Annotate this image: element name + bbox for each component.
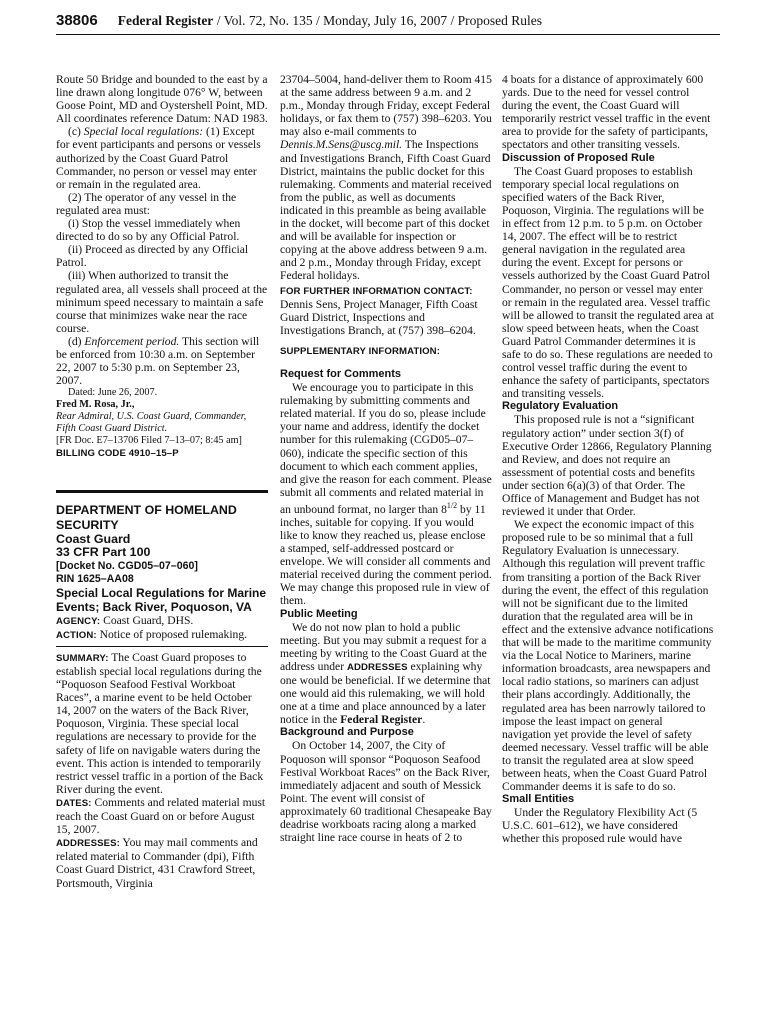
fraction: 1/2 — [446, 500, 458, 510]
bold-run: Federal Register — [340, 713, 423, 727]
running-head — [118, 13, 720, 29]
paragraph: On October 14, 2007, the City of Poquoson will sponsor “Poquoson Seafood Festival Workboat Races” on the Back River, immediately adjacent and south of Messick Point. The event will consist of approximately 60 traditional Chesapeake Bay deadrise workboats racing along a marked straight line race course in heats of 2 to — [280, 739, 492, 845]
section-heading: Background and Purpose — [280, 726, 414, 739]
field-label: ADDRESSES: — [56, 838, 120, 850]
paragraph: 4 boats for a distance of approximately 600 yards. Due to the need for vessel control during the event, the Coast Guard will temporarily restrict vessel traffic in the event area to provide for the safety of participants, spectators and other transiting vessels. — [502, 73, 711, 152]
rin-number: RIN 1625–AA08 — [56, 572, 134, 585]
agency-title: Coast Guard — [56, 532, 131, 547]
text-run: The Inspections and Investigations Branch, Fifth Coast Guard District, maintains the public docket for this rulemaking. Comments and material received from the public, as well as documents indicated in this preamble as being available in the docket, will become part of this docket and will be available for inspection or copying at the above address between 9 a.m. and 2 p.m., Monday through Friday, except Federal holidays. — [280, 138, 492, 283]
text-run: We encourage you to participate in this rulemaking by submitting comments and related material. If you do so, please include your name and address, identify the docket number for this rulemaking (CGD05–07–060), indicate the specific section of this document to which each comment applies, and give the reason for each comment. Please submit all comments and related material in an unbound format, no larger than 8 — [280, 381, 492, 516]
paragraph: (i) Stop the vessel immediately when directed to do so by any Official Patrol. — [56, 217, 241, 244]
paragraph: We expect the economic impact of this proposed rule to be so minimal that a full Regulatory Evaluation is unnecessary. Although this regulation will prevent traffic from transiting a portion of the Back River during the event, the effect of this regulation will not be significant due to the limited duration that the regulated area will be in effect and the extensive advance notifications that will be made to the maritime community via the Local Notice to Mariners, marine information broadcasts, area newspapers and local radio stations, so mariners can adjust their plans accordingly. Additionally, the regulated area has been narrowly tailored to impose the least impact on general navigation yet provide the level of safety deemed necessary. Vessel traffic will be able to transit the regulated area at slow speed between heats, when the Coast Guard Patrol Commander deems it is safe to do so. — [502, 518, 714, 794]
paragraph — [56, 335, 268, 387]
summary-paragraph — [56, 651, 268, 796]
document-title: Special Local Regulations for Marine Events; Back River, Poquoson, VA — [56, 585, 267, 614]
field-label: ACTION: — [56, 629, 97, 641]
section-heading: Discussion of Proposed Rule — [502, 151, 655, 164]
cfr-part: 33 CFR Part 100 — [56, 545, 151, 560]
section-heading: Public Meeting — [280, 607, 358, 620]
signer-title — [56, 411, 268, 435]
field-label: DATES: — [56, 797, 92, 809]
journal-name: Federal Register — [117, 13, 214, 28]
volume-info: / Vol. 72, No. 135 / Monday, July 16, 2007 / Proposed Rules — [213, 13, 542, 28]
supplementary-label: SUPPLEMENTARY INFORMATION: — [280, 345, 441, 357]
field-label: AGENCY: — [56, 615, 101, 627]
paragraph: Route 50 Bridge and bounded to the east by a line drawn along longitude 076° W, between Goose Point, MD and Oystershell Point, MD. All coordinates reference Datum: NAD 1983. — [56, 73, 268, 126]
agency-line — [56, 614, 268, 628]
field-value: Coast Guard, DHS. — [100, 613, 194, 627]
text-run: 23704–5004, hand-deliver them to Room 415 at the same address between 9 a.m. and 2 p.m., Monday through Friday, except Federal holidays, or fax them to (757) 398–6203. You may also e-mail comments to — [280, 73, 492, 139]
billing-code: BILLING CODE 4910–15–P — [56, 448, 179, 460]
column-left — [56, 73, 268, 890]
contact-paragraph: Dennis Sens, Project Manager, Fifth Coast Guard District, Inspections and Investigations Branch, at (757) 398–6204. — [280, 297, 478, 337]
dates-paragraph — [56, 796, 268, 836]
paragraph: (2) The operator of any vessel in the regulated area must: — [56, 190, 237, 217]
italic-run: Rear Admiral, U.S. Coast Guard, Commander, Fifth Coast Guard District. — [56, 411, 247, 435]
field-value: Comments and related material must reach the Coast Guard on or before August 15, 2007. — [56, 795, 266, 837]
fr-doc-line: [FR Doc. E7–13706 Filed 7–13–07; 8:45 am] — [56, 435, 242, 447]
text-run: explaining why one would be beneficial. If we determine that one would aid this rulemaking, we will hold one at a time and place announced by a later notice in the — [280, 659, 491, 727]
field-value: You may mail comments and related material to Commander (dpi), Fifth Coast Guard District, 431 Crawford Street, Portsmouth, Virginia — [56, 836, 258, 890]
email-address: Dennis.M.Sens@uscg.mil. — [280, 138, 403, 152]
italic-run: Enforcement period. — [84, 334, 180, 348]
action-line — [56, 628, 268, 642]
text-run: by 11 inches, suitable for copying. If you would like to know they reached us, please enclose a stamped, self-addressed postcard or envelope. We will consider all comments and material received during the comment period. We may change this proposed rule in view of them. — [280, 502, 492, 608]
header-rule — [56, 34, 720, 35]
section-heading: Request for Comments — [280, 367, 402, 380]
text-run: This section will be enforced from 10:30 a.m. on September 22, 2007 to 5:30 p.m. on September 23, 2007. — [56, 334, 260, 388]
paragraph: (iii) When authorized to transit the regulated area, all vessels shall proceed at the minimum speed necessary to maintain a safe course that minimizes wake near the race course. — [56, 269, 268, 335]
addresses-paragraph — [56, 836, 268, 889]
paragraph: Under the Regulatory Flexibility Act (5 U.S.C. 601–612), we have considered whether this proposed rule would have — [502, 806, 698, 846]
addresses-reference: ADDRESSES — [346, 661, 408, 673]
text-run: (c) — [68, 125, 84, 139]
section-divider — [56, 490, 268, 493]
paragraph — [280, 381, 492, 607]
dated-line: Dated: June 26, 2007. — [68, 387, 158, 399]
text-run: (1) Except for event participants and persons or vessels authorized by the Coast Guard Patrol Commander, no person or vessel may enter or remain in the regulated area. — [56, 125, 261, 191]
page-number: 38806 — [56, 12, 98, 29]
italic-run: Special local regulations: — [83, 125, 204, 139]
department-title: DEPARTMENT OF HOMELAND SECURITY — [56, 503, 237, 533]
paragraph: (ii) Proceed as directed by any Official Patrol. — [56, 243, 249, 270]
paragraph — [56, 125, 268, 190]
column-right — [502, 73, 714, 846]
text-run: (d) — [68, 334, 85, 348]
rule-line — [56, 646, 268, 647]
field-value: The Coast Guard proposes to establish special local regulations during the “Poquoson Seafood Festival Workboat Races”, a marine event to be held October 14, 2007 on the waters of the Back River, Poquoson, Virginia. These special local regulations are necessary to provide for the safety of life on navigable waters during the event. This action is intended to temporarily restrict vessel traffic in a portion of the Back River during the event. — [56, 650, 264, 796]
paragraph: The Coast Guard proposes to establish temporary special local regulations on specified waters of the Back River, Poquoson, Virginia. The regulations will be in effect from 12 p.m. to 5 p.m. on October 14, 2007. The effect will be to restrict general navigation in the regulated area during the event. Except for persons or vessels authorized by the Coast Guard Patrol Commander, no person or vessel may enter or remain in the regulated area. Vessel traffic will be allowed to transit the regulated area at slow speed between heats, when the Coast Guard Patrol Commander determines it is safe to do so. These regulations are needed to control vessel traffic during the event to enhance the safety of participants, spectators and transiting vessels. — [502, 164, 714, 401]
field-value: Notice of proposed rulemaking. — [96, 627, 248, 641]
signer-name: Fred M. Rosa, Jr., — [56, 399, 135, 411]
paragraph — [280, 621, 492, 727]
text-run: We do not now plan to hold a public meeting. But you may submit a request for a meeting by writing to the Coast Guard at the address under — [280, 620, 487, 673]
text-run: . — [422, 713, 426, 727]
section-heading: Small Entities — [502, 793, 575, 806]
paragraph — [280, 73, 492, 283]
section-heading: Regulatory Evaluation — [502, 400, 619, 413]
contact-label: FOR FURTHER INFORMATION CONTACT: — [280, 285, 473, 297]
field-label: SUMMARY: — [56, 652, 109, 664]
paragraph: This proposed rule is not a “significant regulatory action” under section 3(f) of Executive Order 12866, Regulatory Planning and Review, and does not require an assessment of potential costs and benefits under section 6(a)(3) of that Order. The Office of Management and Budget has not reviewed it under that Order. — [502, 413, 712, 519]
docket-number: [Docket No. CGD05–07–060] — [56, 559, 198, 572]
page-header — [56, 12, 720, 29]
column-middle — [280, 73, 492, 844]
